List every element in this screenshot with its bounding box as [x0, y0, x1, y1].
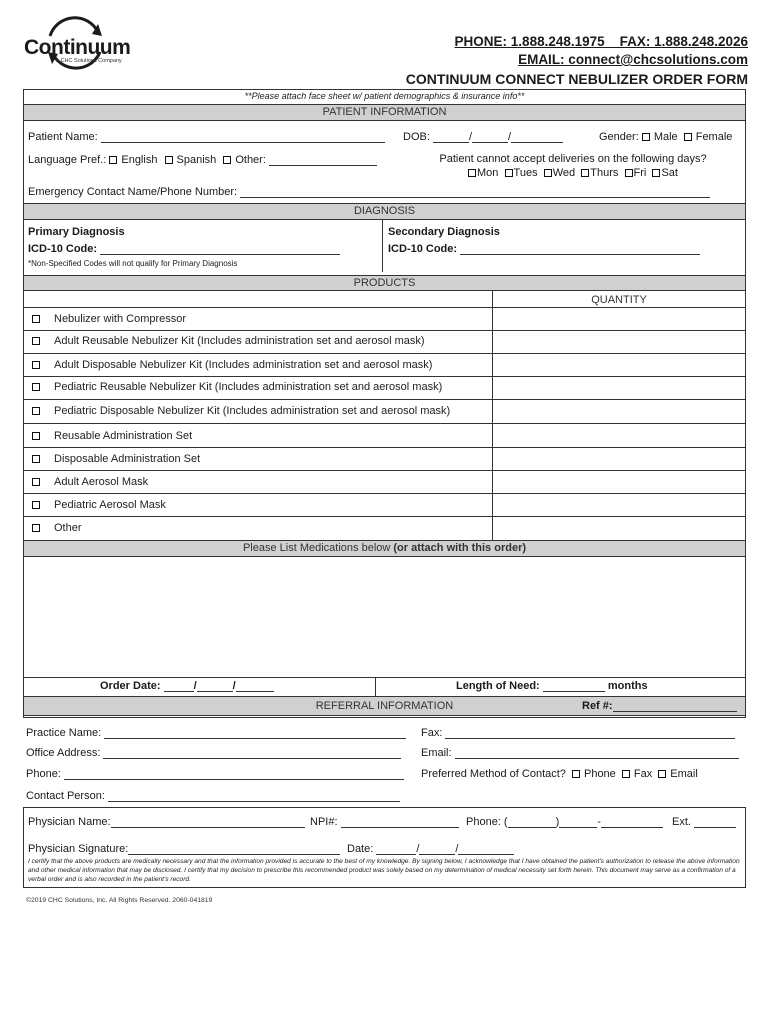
row-rule	[24, 376, 745, 377]
ref-number-field[interactable]: Ref #:	[582, 700, 737, 712]
practice-phone-field[interactable]: Phone:	[26, 768, 404, 780]
primary-icd-field[interactable]: ICD-10 Code:	[28, 243, 340, 255]
quantity-divider	[492, 291, 493, 540]
office-address-field[interactable]: Office Address:	[26, 747, 401, 759]
physician-phone-field[interactable]: Phone: ( ) -	[466, 816, 663, 828]
medications-header: Please List Medications below (or attach with this order)	[24, 540, 745, 557]
npi-field[interactable]: NPI#:	[310, 816, 459, 828]
day-tues-checkbox[interactable]	[505, 169, 513, 177]
row-rule	[24, 493, 745, 494]
day-mon-checkbox[interactable]	[468, 169, 476, 177]
dob-field[interactable]: DOB: / /	[403, 131, 563, 143]
signature-date-field[interactable]: Date: / /	[347, 843, 514, 855]
physician-ext-field[interactable]: Ext.	[672, 816, 736, 828]
contact-email-checkbox[interactable]	[658, 770, 666, 778]
row-rule	[24, 470, 745, 471]
logo-subtitle: a CHC Solutions Company	[56, 58, 122, 64]
row-rule	[24, 423, 745, 424]
copyright: ©2019 CHC Solutions, Inc. All Rights Reserved. 2060-041819	[26, 897, 213, 904]
length-of-need-field[interactable]: Length of Need: months	[456, 680, 648, 692]
primary-diagnosis-note: *Non-Specified Codes will not qualify for Primary Diagnosis	[28, 259, 238, 268]
form-title: CONTINUUM CONNECT NEBULIZER ORDER FORM	[405, 71, 748, 87]
product-row[interactable]: Adult Disposable Nebulizer Kit (Includes administration set and aerosol mask)	[24, 359, 492, 371]
product-row[interactable]: Other	[24, 522, 492, 534]
day-sat-checkbox[interactable]	[652, 169, 660, 177]
order-date-field[interactable]: Order Date: / /	[100, 680, 274, 692]
order-divider	[375, 677, 376, 696]
day-wed-checkbox[interactable]	[544, 169, 552, 177]
products-top-rule	[24, 307, 745, 308]
product-row[interactable]: Pediatric Aerosol Mask	[24, 499, 492, 511]
patient-name-field[interactable]: Patient Name:	[28, 131, 385, 143]
row-rule	[24, 516, 745, 517]
medications-textarea[interactable]	[24, 557, 745, 677]
quantity-header: QUANTITY	[591, 294, 647, 306]
product-row[interactable]: Disposable Administration Set	[24, 453, 492, 465]
secondary-icd-field[interactable]: ICD-10 Code:	[388, 243, 700, 255]
product-row[interactable]: Pediatric Disposable Nebulizer Kit (Includes administration set and aerosol mask)	[24, 405, 492, 417]
email-line: EMAIL: connect@chcsolutions.com	[518, 52, 748, 67]
product-row[interactable]: Nebulizer with Compressor	[24, 313, 492, 325]
product-row[interactable]: Pediatric Reusable Nebulizer Kit (Includes administration set and aerosol mask)	[24, 381, 492, 393]
contact-method-field: Preferred Method of Contact? Phone Fax Email	[421, 768, 698, 780]
female-checkbox[interactable]	[684, 133, 692, 141]
spanish-checkbox[interactable]	[165, 156, 173, 164]
secondary-diagnosis-label: Secondary Diagnosis	[388, 226, 500, 238]
contact-fax-checkbox[interactable]	[622, 770, 630, 778]
attach-note: **Please attach face sheet w/ patient demographics & insurance info**	[244, 91, 525, 101]
diagnosis-header: DIAGNOSIS	[24, 203, 745, 220]
male-checkbox[interactable]	[642, 133, 650, 141]
products-header: PRODUCTS	[24, 275, 745, 291]
gender-field: Gender: Male Female	[599, 131, 733, 143]
product-row[interactable]: Reusable Administration Set	[24, 430, 492, 442]
practice-email-field[interactable]: Email:	[421, 747, 739, 759]
row-rule	[24, 330, 745, 331]
row-rule	[24, 353, 745, 354]
order-top-rule	[24, 677, 745, 678]
english-checkbox[interactable]	[109, 156, 117, 164]
patient-info-header: PATIENT INFORMATION	[24, 104, 745, 121]
certification-text: I certify that the above products are medically necessary and that the information provided is accurate to the best of my knowledge. By signing below, I acknowledge that I have obtained the patient's authorization to release the above information and other medical information that may be disclosed. I certify that my decision to prescribe this recommended product was solely based on my determination of medical necessity set forth herein. This document may serve as a confirmation of a verbal order and is also recorded in the patient's record.	[28, 858, 740, 883]
day-thurs-checkbox[interactable]	[581, 169, 589, 177]
practice-fax-field[interactable]: Fax:	[421, 727, 735, 739]
row-rule	[24, 447, 745, 448]
delivery-days: Patient cannot accept deliveries on the following days? Mon Tues Wed Thurs Fri Sat	[439, 153, 707, 179]
emergency-contact-field[interactable]: Emergency Contact Name/Phone Number:	[28, 186, 710, 198]
primary-diagnosis-label: Primary Diagnosis	[28, 226, 125, 238]
practice-name-field[interactable]: Practice Name:	[26, 727, 406, 739]
physician-signature-field[interactable]: Physician Signature:	[28, 843, 340, 855]
product-row[interactable]: Adult Aerosol Mask	[24, 476, 492, 488]
row-rule	[24, 399, 745, 400]
referral-header: REFERRAL INFORMATION	[24, 696, 745, 716]
day-fri-checkbox[interactable]	[625, 169, 633, 177]
contact-phone-checkbox[interactable]	[572, 770, 580, 778]
diagnosis-divider	[382, 220, 383, 272]
phone-fax-line: PHONE: 1.888.248.1975 FAX: 1.888.248.2026	[454, 34, 748, 49]
physician-name-field[interactable]: Physician Name:	[28, 816, 305, 828]
other-language-checkbox[interactable]	[223, 156, 231, 164]
language-field: Language Pref.: English Spanish Other:	[28, 154, 377, 166]
product-row[interactable]: Adult Reusable Nebulizer Kit (Includes administration set and aerosol mask)	[24, 335, 492, 347]
logo-name: Continuum	[24, 36, 131, 59]
contact-person-field[interactable]: Contact Person:	[26, 790, 400, 802]
